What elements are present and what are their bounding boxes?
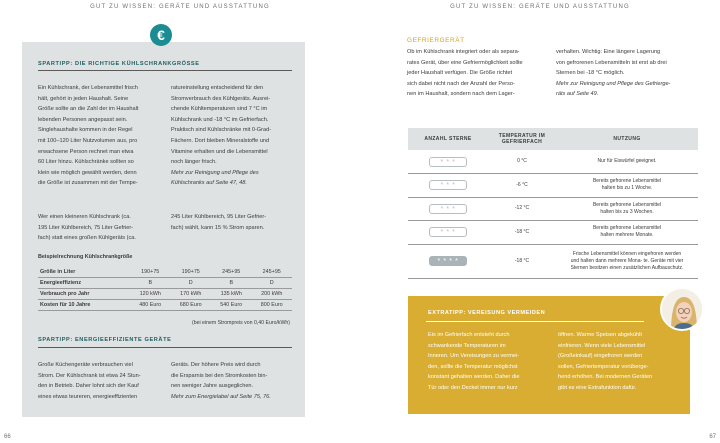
- calc-table: [38, 267, 292, 311]
- star-rating-table: [408, 128, 698, 279]
- table-row: * * * -18 °C Bereits gefrorene Lebensmittel halten mehrere Monate.: [408, 221, 698, 245]
- table-row: * * * * -18 °C Frische Lebensmittel können eingefroren werden und halten dann mehrere Mona- te. Geräte mit vier Sternen besitzen einen zusätzlichen Aufbauschutz.: [408, 244, 698, 278]
- table-row: * * * -12 °C Bereits gefrorene Lebensmittel halten bis zu 3 Wochen.: [408, 197, 698, 221]
- calc-note: (bei einem Strompreis von 0,40 Euro/kWh): [191, 320, 290, 326]
- extratipp-box: [408, 296, 690, 414]
- heading-rule: [38, 70, 292, 71]
- spartipp-heading-size: SPARTIPP: DIE RICHTIGE KÜHLSCHRANKGRÖSSE: [38, 61, 200, 67]
- gefrier-col2: verhalten. Wichtig: Eine längere Lagerung von gefrorenen Lebensmitteln ist erst ab drei Sternen bei -18 °C möglich. Mehr zur Reinigung und Pflege des Gefrierge- räts auf Seite 49.: [556, 49, 671, 98]
- heading-rule: [426, 321, 644, 322]
- page-number-left: 66: [4, 434, 11, 440]
- snowflake-stars-icon: * * *: [429, 204, 467, 214]
- spartipp-size-col2: ratureinstellung entscheidend für den Stromverbrauch des Kühlgeräts. Ausrei- chende Kühltemperaturen sind 7 °C im Kühlschrank und -18 °C im Gefrierfach. Praktisch sind Kühlschränke mit 0-Grad- Fächern. Dort bleiben Mineralstoffe und Vitamine erhalten und die Lebensmittel noch länger frisch. Mehr zur Reinigung und Pflege des Kühlschranks auf Seite 47, 48.: [171, 85, 272, 187]
- snowflake-stars-icon: * * * *: [429, 256, 467, 266]
- spartipp-heading-efficiency: SPARTIPP: ENERGIEEFFIZIENTE GERÄTE: [38, 337, 172, 343]
- table-row: Verbrauch pro Jahr 120 kWh 170 kWh 135 kWh 200 kWh: [38, 289, 292, 300]
- heading-rule: [38, 347, 292, 348]
- table-row: * * * 0 °C Nur für Eiswürfel geeignet.: [408, 150, 698, 174]
- table-row: Kosten für 10 Jahre 480 Euro 680 Euro 540 Euro 800 Euro: [38, 299, 292, 310]
- table-row: Energieeffizienz B D B D: [38, 278, 292, 289]
- section-heading: GEFRIERGERÄT: [407, 37, 465, 44]
- page-number-right: 67: [709, 434, 716, 440]
- avatar-portrait-icon: [662, 289, 704, 331]
- extratipp-col1: Eis im Gefrierfach entsteht durch schwankende Temperaturen im Inneren. Um Vereisungen zu vermei- den, sollte die Temperatur möglichst konstant gehalten werden. Daher die Tür oder den Deckel immer nur kurz: [428, 332, 520, 391]
- spartipp-size-col2b: 245 Liter Kühlbereich, 95 Liter Gefrier- fach) wählt, kann 15 % Strom sparen.: [171, 214, 267, 231]
- spartipp-efficiency-col1: Große Küchengeräte verbrauchen viel Strom. Der Kühlschrank ist etwa 24 Stun- den in Betrieb. Daher lohnt sich der Kauf eines etwas teureren, energieeffizienten: [38, 362, 141, 400]
- author-avatar: [660, 287, 704, 331]
- snowflake-stars-icon: * * *: [429, 180, 467, 190]
- spartipp-efficiency-col2: Geräts. Der höhere Preis wird durch die Ersparnis bei den Stromkosten bin- nen weniger Jahre ausgeglichen. Mehr zum Energielabel auf Seite 75, 76.: [171, 362, 271, 400]
- spartipp-size-col1b: Wer einen kleineren Kühlschrank (ca. 195 Liter Kühlbereich, 75 Liter Gefrier- fach) statt eines großen Kühlgeräts (ca.: [38, 214, 136, 242]
- snowflake-stars-icon: * * *: [429, 157, 467, 167]
- table-header-row: ANZAHL STERNE TEMPERATUR IM GEFRIERFACH NUTZUNG: [408, 128, 698, 150]
- gefrier-col1: Ob im Kühlschrank integriert oder als separa- rates Gerät, über eine Gefriermöglichkeit sollte jeder Haushalt verfügen. Die Größe richtet sich dabei nicht nach der Anzahl der Perso- nen im Haushalt, sondern nach dem Lager-: [407, 49, 523, 98]
- extratipp-col2: öffnen. Warme Speisen abgekühlt einfrieren. Wenn viele Lebensmittel (Großeinkauf) eingefroren werden sollen, Gefriertemperatur vorüberge- hend erhöhen. Bei modernen Geräten gibt es eine Extrafunktion dafür.: [558, 332, 653, 391]
- extratipp-heading: EXTRATIPP: VEREISUNG VERMEIDEN: [428, 310, 546, 316]
- right-page: [360, 0, 720, 443]
- snowflake-stars-icon: * * *: [429, 227, 467, 237]
- running-head-right: GUT ZU WISSEN: GERÄTE UND AUSSTATTUNG: [450, 4, 630, 10]
- table-row: Größe in Liter 190+75 190+75 245+95 245+95: [38, 267, 292, 278]
- euro-icon: €: [150, 24, 172, 46]
- calc-title: Beispielrechnung Kühlschrankgröße: [38, 254, 133, 260]
- table-row: * * * -6 °C Bereits gefrorene Lebensmittel halten bis zu 1 Woche.: [408, 174, 698, 198]
- spartipp-size-col1: Ein Kühlschrank, der Lebensmittel frisch hält, gehört in jeden Haushalt. Seine Größe sollte an die Zahl der im Haushalt lebenden Personen angepasst sein. Singlehaushalte kommen in der Regel mit 100–120 Liter Nutzvolumen aus, pro erwachsene Person rechnet man etwa 60 Liter hinzu. Kühlschränke sollten so klein wie möglich gewählt werden, denn die Größe ist zusammen mit der Tempe-: [38, 85, 139, 187]
- running-head-left: GUT ZU WISSEN: GERÄTE UND AUSSTATTUNG: [90, 4, 270, 10]
